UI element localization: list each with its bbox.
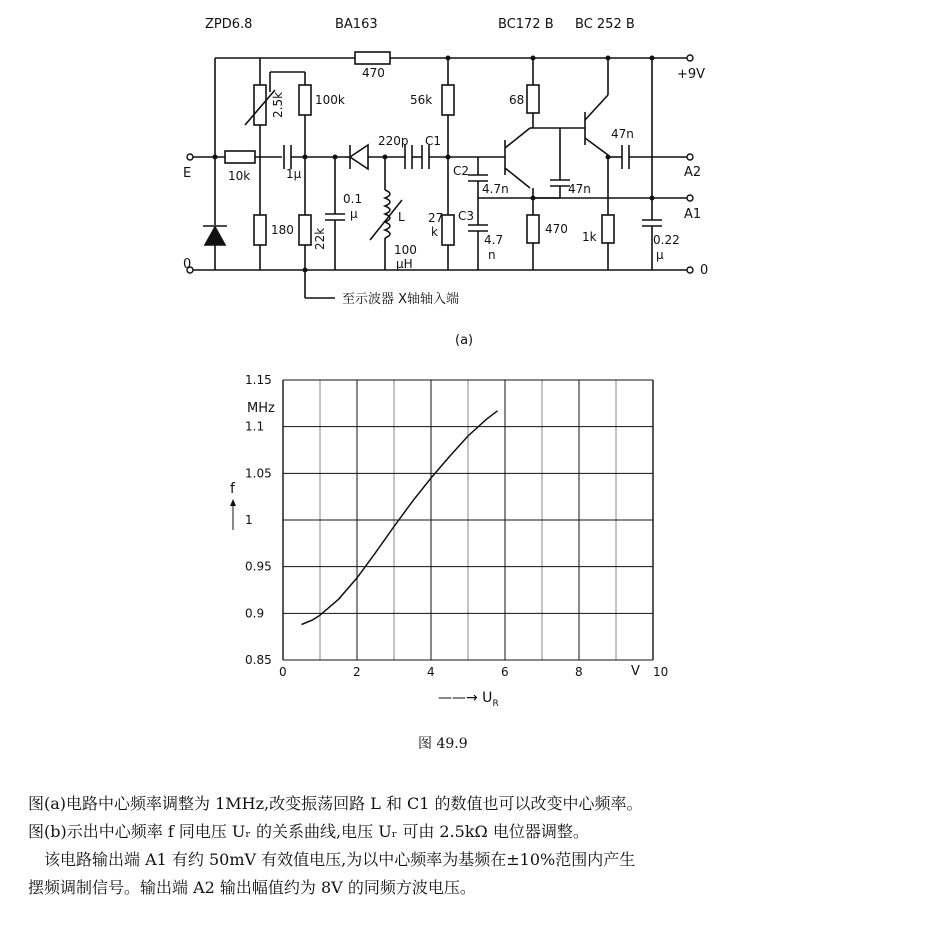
label-c220p: 220p	[378, 134, 409, 148]
label-r10k: 10k	[228, 169, 251, 183]
label-c01-unit: μ	[350, 207, 358, 221]
x-tick-label: 8	[575, 665, 583, 679]
chart-y-ticks	[245, 373, 272, 667]
chart-x-label: ——→ $U_R$	[438, 690, 499, 709]
frequency-voltage-chart	[0, 360, 928, 710]
label-r470-top: 470	[362, 66, 385, 80]
label-scope: 至示波器 X轴轴入端	[342, 292, 460, 307]
label-r100k: 100k	[315, 93, 345, 107]
x-tick-label: 0	[279, 665, 287, 679]
label-c3-value: 4.7	[484, 233, 504, 247]
label-c2-value: 4.7n	[482, 182, 509, 196]
paragraph-4: 摆频调制信号。输出端 A2 输出幅值约为 8V 的同频方波电压。	[28, 878, 476, 897]
chart-y-label: f	[230, 481, 235, 497]
label-inductor-unit: μH	[396, 257, 413, 271]
label-pot: 2.5k	[271, 91, 285, 118]
label-a1: A1	[684, 207, 702, 222]
chart-x-unit: V	[631, 664, 640, 679]
label-input-e: E	[183, 166, 192, 181]
label-r180: 180	[271, 223, 294, 237]
y-tick-label: 0.85	[245, 653, 272, 667]
y-tick-label: 1	[245, 513, 253, 527]
figure-caption: 图 49.9	[418, 736, 468, 752]
label-r1k: 1k	[582, 230, 597, 244]
x-tick-label: 4	[427, 665, 435, 679]
x-tick-label: 6	[501, 665, 509, 679]
y-tick-label: 1.15	[245, 373, 272, 387]
label-c3-unit: n	[488, 248, 496, 262]
label-r56k: 56k	[410, 93, 433, 107]
label-inductor-value: 100	[394, 243, 417, 257]
y-tick-label: 1.1	[245, 419, 265, 434]
label-r68: 68	[509, 93, 525, 107]
label-ground-left: 0	[183, 257, 192, 272]
label-varactor: BA163	[335, 17, 378, 32]
label-ground-right: 0	[700, 263, 709, 278]
label-c47n-top: 47n	[611, 127, 634, 141]
paragraph-2: 图(b)示出中心频率 f 同电压 Uᵣ 的关系曲线,电压 Uᵣ 可由 2.5kΩ 电位器调整。	[28, 822, 589, 841]
label-c022: 0.22	[653, 233, 680, 247]
label-supply: +9V	[677, 67, 706, 82]
label-c01: 0.1	[343, 192, 363, 206]
label-r470-bottom: 470	[545, 222, 568, 236]
label-zener: ZPD6.8	[205, 17, 253, 32]
chart-y-unit: MHz	[247, 401, 275, 416]
label-c1: C1	[425, 134, 442, 148]
label-t2: BC 252 B	[575, 17, 635, 32]
paragraph-1: 图(a)电路中心频率调整为 1MHz,改变振荡回路 L 和 C1 的数值也可以改变中心频率。	[28, 794, 643, 813]
chart-grid	[283, 380, 653, 660]
label-t1: BC172 B	[498, 17, 554, 32]
x-tick-label: 10	[653, 665, 669, 679]
label-inductor: L	[398, 210, 405, 224]
circuit-caption: (a)	[455, 333, 474, 348]
x-tick-label: 2	[353, 665, 361, 679]
label-r22k: 22k	[313, 227, 327, 250]
label-c1u: 1μ	[286, 167, 302, 181]
label-c47n-mid: 47n	[568, 182, 591, 196]
label-c2: C2	[453, 164, 470, 178]
label-r27k-k: k	[431, 225, 438, 239]
label-r27k: 27	[428, 211, 444, 225]
paragraph-3: 该电路输出端 A1 有约 50mV 有效值电压,为以中心频率为基频在±10%范围内产生	[44, 850, 636, 869]
y-tick-label: 1.05	[245, 466, 272, 481]
circuit-diagram	[0, 0, 928, 360]
y-tick-label: 0.9	[245, 606, 265, 621]
label-c3: C3	[458, 209, 475, 223]
label-c022-unit: μ	[656, 248, 664, 262]
label-a2: A2	[684, 165, 702, 180]
chart-x-ticks	[279, 665, 668, 679]
y-tick-label: 0.95	[245, 559, 272, 574]
chart-y-arrowhead	[230, 499, 236, 506]
